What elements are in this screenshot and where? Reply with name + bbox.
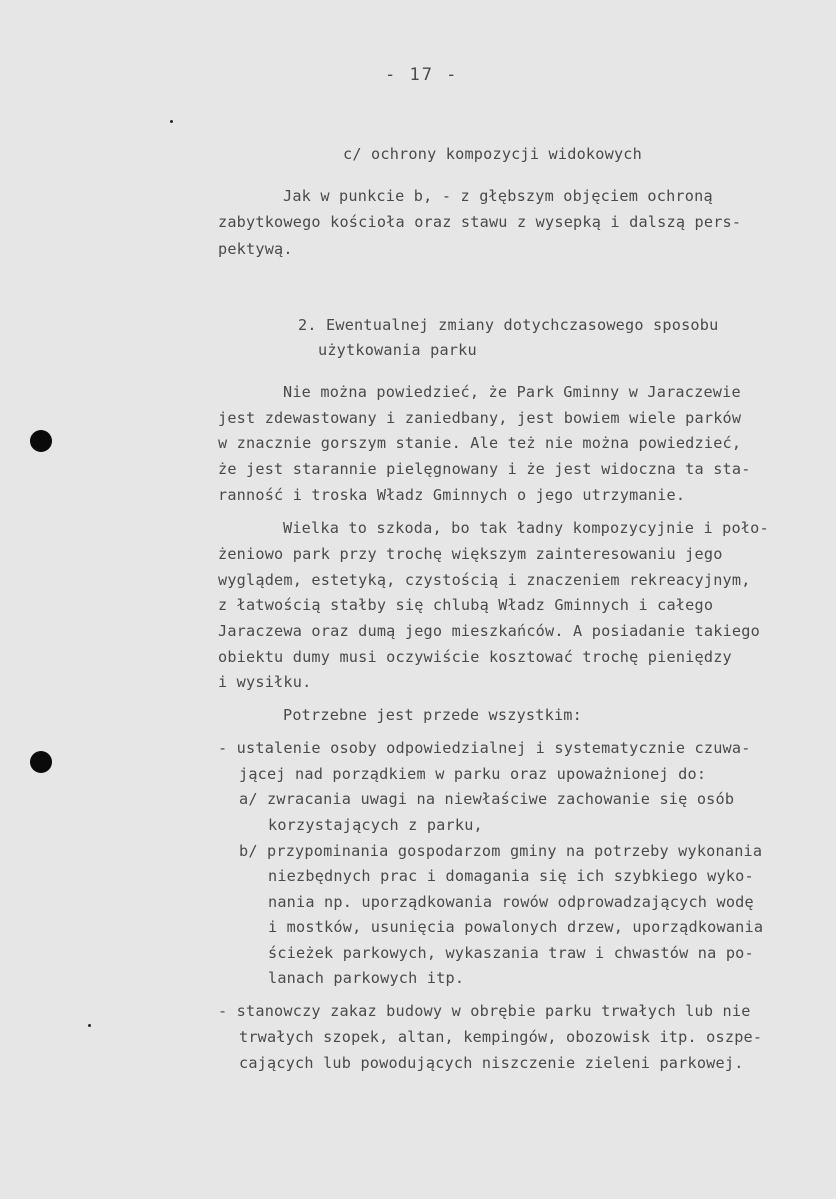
punch-hole-top	[30, 430, 52, 452]
sub-a-line: a/ zwracania uwagi na niewłaściwe zachowanie się osób	[239, 790, 735, 808]
paragraph-2-line: żeniowo park przy trochę większym zainteresowaniu jego	[218, 545, 723, 563]
punch-hole-bottom	[30, 751, 52, 773]
paragraph-2-line: i wysiłku.	[218, 673, 312, 691]
sub-b-line: i mostków, usunięcia powalonych drzew, uporządkowania	[268, 918, 764, 936]
page-number: - 17 -	[385, 65, 459, 85]
bullet-2-line: - stanowczy zakaz budowy w obrębie parku trwałych lub nie	[218, 1002, 751, 1020]
paragraph-1-line: w znacznie gorszym stanie. Ale też nie można powiedzieć,	[218, 434, 742, 452]
paragraph-2-line: wyglądem, estetyką, czystością i znaczeniem rekreacyjnym,	[218, 571, 751, 589]
bullet-1-line: - ustalenie osoby odpowiedzialnej i systematycznie czuwa-	[218, 739, 751, 757]
paragraph-1-line: że jest starannie pielęgnowany i że jest widoczna ta sta-	[218, 460, 751, 478]
paragraph-1-line: ranność i troska Władz Gminnych o jego utrzymanie.	[218, 486, 686, 504]
section-2-heading: użytkowania parku	[318, 341, 477, 359]
bullet-2-line: trwałych szopek, altan, kempingów, obozowisk itp. oszpe-	[239, 1028, 763, 1046]
sub-b-line: b/ przypominania gospodarzom gminy na potrzeby wykonania	[239, 842, 763, 860]
sub-b-line: lanach parkowych itp.	[268, 969, 465, 987]
paragraph-2-line: Wielka to szkoda, bo tak ładny kompozycyjnie i poło-	[283, 519, 769, 537]
bullet-1-line: jącej nad porządkiem w parku oraz upoważnionej do:	[239, 765, 707, 783]
sub-b-line: ścieżek parkowych, wykaszania traw i chwastów na po-	[268, 944, 754, 962]
section-2-heading: 2. Ewentualnej zmiany dotychczasowego sposobu	[298, 316, 719, 334]
paragraph-2-line: obiektu dumy musi oczywiście kosztować trochę pieniędzy	[218, 648, 732, 666]
paragraph-1-line: jest zdewastowany i zaniedbany, jest bowiem wiele parków	[218, 409, 742, 427]
section-c-line: zabytkowego kościoła oraz stawu z wysepką i dalszą pers-	[218, 213, 742, 231]
bullet-2-line: cających lub powodujących niszczenie zieleni parkowej.	[239, 1054, 744, 1072]
paragraph-2-line: Jaraczewa oraz dumą jego mieszkańców. A posiadanie takiego	[218, 622, 760, 640]
paragraph-1-line: Nie można powiedzieć, że Park Gminny w Jaraczewie	[283, 383, 741, 401]
sub-a-line: korzystających z parku,	[268, 816, 483, 834]
section-c-line: Jak w punkcie b, - z głębszym objęciem ochroną	[283, 187, 713, 205]
margin-speck	[170, 120, 173, 123]
paragraph-3: Potrzebne jest przede wszystkim:	[283, 706, 582, 724]
sub-b-line: nania np. uporządkowania rowów odprowadzających wodę	[268, 893, 754, 911]
paragraph-2-line: z łatwością stałby się chlubą Władz Gminnych i całego	[218, 596, 714, 614]
section-c-heading: c/ ochrony kompozycji widokowych	[343, 145, 642, 163]
sub-b-line: niezbędnych prac i domagania się ich szybkiego wyko-	[268, 867, 754, 885]
section-c-line: pektywą.	[218, 240, 293, 258]
margin-speck	[88, 1024, 91, 1027]
